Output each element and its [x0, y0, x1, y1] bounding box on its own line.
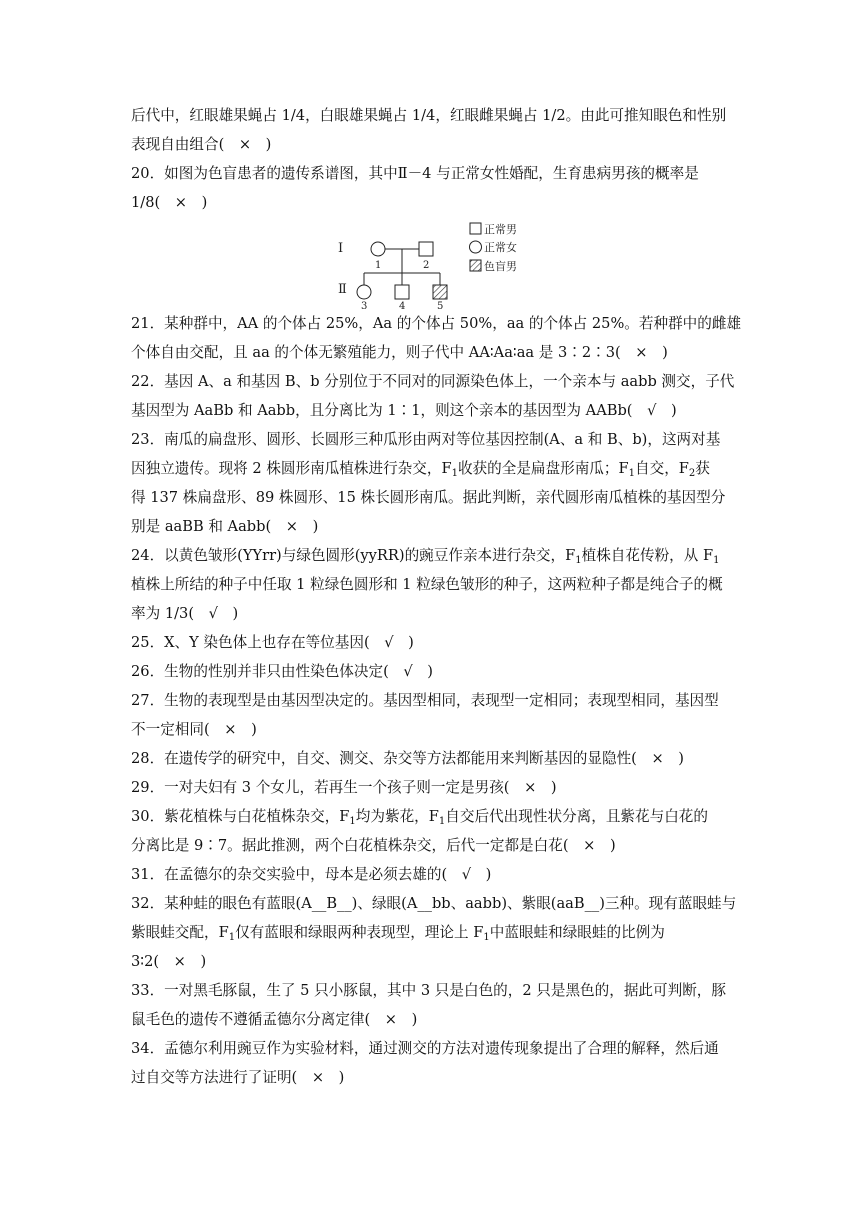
question-33-line2: 鼠毛色的遗传不遵循孟德尔分离定律( × ) — [131, 1011, 418, 1028]
text-segment: 自交，F — [635, 460, 689, 477]
question-31: 31．在孟德尔的杂交实验中，母本是必须去雄的( √ ) — [131, 866, 492, 883]
text-segment: 植株自花传粉，从 F — [581, 547, 714, 564]
individual-5-affected-male — [433, 285, 447, 299]
question-27-line2: 不一定相同( × ) — [131, 721, 257, 738]
question-22-line1: 22．基因 A、a 和基因 B、b 分别位于不同对的同源染色体上，一个亲本与 aabb 测交，子代 — [131, 373, 735, 390]
question-23-line2 — [131, 454, 731, 483]
question-23-line4: 别是 aaBB 和 Aabb( × ) — [131, 518, 319, 535]
question-30-line1 — [131, 802, 731, 831]
text-segment: 收获的全是扁盘形南瓜；F — [457, 460, 629, 477]
question-32-line2 — [131, 918, 731, 947]
question-34-line2: 过自交等方法进行了证明( × ) — [131, 1069, 345, 1086]
text-segment: 因独立遗传。现将 2 株圆形南瓜植株进行杂交，F — [131, 460, 452, 477]
question-24-line3: 率为 1/3( √ ) — [131, 605, 239, 622]
question-list — [131, 101, 742, 1092]
text-segment: 24．以黄色皱形(YYrr)与绿色圆形(yyRR)的豌豆作亲本进行杂交，F — [131, 547, 576, 564]
individual-3-number: 3 — [361, 301, 368, 309]
question-26: 26．生物的性别并非只由性染色体决定( √ ) — [131, 663, 433, 680]
question-34-line1: 34．孟德尔利用豌豆作为实验材料，通过测交的方法对遗传现象提出了合理的解释，然后通 — [131, 1040, 719, 1057]
text-segment: 获 — [695, 460, 710, 477]
question-30-line2: 分离比是 9∶7。据此推测，两个白花植株杂交，后代一定都是白花( × ) — [131, 837, 616, 854]
individual-1-number: 1 — [375, 260, 382, 271]
individual-2-number: 2 — [423, 260, 430, 271]
individual-1-female — [371, 242, 385, 256]
generation-2-label: Ⅱ — [338, 282, 347, 297]
question-28: 28．在遗传学的研究中，自交、测交、杂交等方法都能用来判断基因的显隐性( × ) — [131, 750, 684, 767]
question-20-line2: 1/8( × ) — [131, 194, 208, 211]
question-23-line1: 23．南瓜的扁盘形、圆形、长圆形三种瓜形由两对等位基因控制(A、a 和 B、b)，这两对基 — [131, 431, 721, 448]
question-20-line1: 20．如图为色盲患者的遗传系谱图，其中Ⅱ－4 与正常女性婚配，生育患病男孩的概率是 — [131, 165, 699, 182]
subscript: 1 — [713, 555, 720, 566]
question-25: 25．X、Y 染色体上也存在等位基因( √ ) — [131, 634, 414, 651]
subscript: 1 — [628, 468, 635, 479]
question-21-line2: 个体自由交配，且 aa 的个体无繁殖能力，则子代中 AA∶Aa∶aa 是 3∶2∶3( × ) — [131, 344, 668, 361]
text-segment: 自交后代出现性状分离，且紫花与白花的 — [445, 808, 708, 825]
text-segment: 紫眼蛙交配，F — [131, 924, 229, 941]
question-27-line1: 27．生物的表现型是由基因型决定的。基因型相同，表现型一定相同；表现型相同，基因型 — [131, 692, 719, 709]
pedigree-figure — [131, 217, 731, 309]
subscript: 1 — [349, 816, 356, 827]
legend-male-symbol — [470, 223, 481, 234]
question-29: 29．一对夫妇有 3 个女儿，若再生一个孩子则一定是男孩( × ) — [131, 779, 557, 796]
text-segment: 30．紫花植株与白花植株杂交，F — [131, 808, 350, 825]
subscript: 1 — [575, 555, 582, 566]
text-line: 表现自由组合( × ) — [131, 136, 272, 153]
subscript: 1 — [228, 932, 236, 943]
question-21-line1: 21．某种群中，AA 的个体占 25%，Aa 的个体占 50%，aa 的个体占 25%。若种群中的雌雄 — [131, 315, 742, 332]
subscript: 1 — [451, 468, 458, 479]
question-24-line1 — [131, 541, 731, 570]
subscript: 1 — [438, 816, 446, 827]
subscript: 1 — [483, 932, 490, 943]
question-24-line2: 植株上所结的种子中任取 1 粒绿色圆形和 1 粒绿色皱形的种子，这两粒种子都是纯合子的概 — [131, 576, 723, 593]
generation-1-label: Ⅰ — [338, 241, 344, 256]
text-segment: 均为紫花，F — [355, 808, 439, 825]
question-23-line3: 得 137 株扁盘形、89 株圆形、15 株长圆形南瓜。据此判断，亲代圆形南瓜植株的基因型分 — [131, 489, 726, 506]
legend-female-symbol — [470, 241, 482, 253]
legend-male-label: 正常男 — [484, 223, 517, 236]
text-line: 后代中，红眼雄果蝇占 1/4，白眼雄果蝇占 1/4，红眼雌果蝇占 1/2。由此可推知眼色和性别 — [131, 107, 727, 124]
individual-4-male — [395, 285, 409, 299]
individual-4-number: 4 — [399, 301, 406, 309]
question-33-line1: 33．一对黑毛豚鼠，生了 5 只小豚鼠，其中 3 只是白色的，2 只是黑色的，据此可判断，豚 — [131, 982, 726, 999]
pedigree-chart — [328, 217, 568, 309]
individual-3-female — [357, 285, 371, 299]
text-segment: 中蓝眼蛙和绿眼蛙的比例为 — [489, 924, 665, 941]
legend-female-label: 正常女 — [484, 241, 517, 254]
subscript: 2 — [688, 468, 696, 479]
text-segment: 仅有蓝眼和绿眼两种表现型，理论上 F — [235, 924, 484, 941]
legend-affected-label: 色盲男 — [484, 260, 517, 273]
question-22-line2: 基因型为 AaBb 和 Aabb，且分离比为 1∶1，则这个亲本的基因型为 AABb( √ ) — [131, 402, 677, 419]
individual-5-number: 5 — [437, 301, 444, 309]
question-32-line1: 32．某种蛙的眼色有蓝眼(A__B__)、绿眼(A__bb、aabb)、紫眼(aaB__)三种。现有蓝眼蛙与 — [131, 895, 737, 912]
legend-affected-symbol — [470, 260, 481, 271]
question-32-line3: 3∶2( × ) — [131, 953, 207, 970]
individual-2-male — [419, 242, 433, 256]
